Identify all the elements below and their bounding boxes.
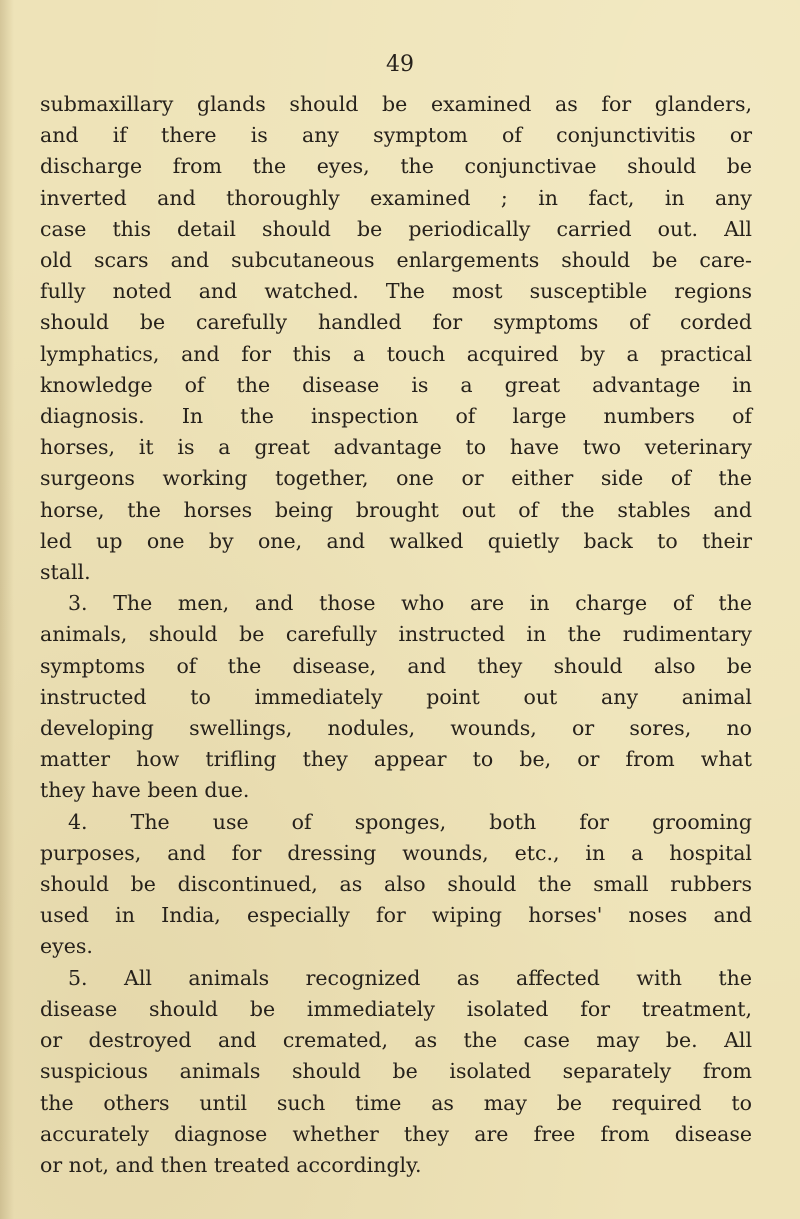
page-edge-shadow [0,0,14,1219]
text-line: inverted and thoroughly examined ; in fact, in any [40,185,752,210]
text-line: purposes, and for dressing wounds, etc., in a hospital [40,840,752,865]
text-line: knowledge of the disease is a great advantage in [40,372,752,397]
text-line: led up one by one, and walked quietly back to their [40,528,752,553]
text-line: should be discontinued, as also should the small rubbers [40,872,752,897]
text-line: should be carefully handled for symptoms of corded [40,310,752,335]
text-line: disease should be immediately isolated for treatment, [40,996,752,1021]
text-line: they have been due. [40,778,250,803]
body-text [40,89,752,1181]
text-line: used in India, especially for wiping horses' noses and [40,903,752,928]
text-line: horses, it is a great advantage to have two veterinary [40,435,752,460]
text-line: instructed to immediately point out any animal [40,684,752,709]
text-line: accurately diagnose whether they are free from disease [40,1121,752,1146]
text-line: matter how trifling they appear to be, or from what [40,747,752,772]
text-line: and if there is any symptom of conjunctivitis or [40,123,752,148]
text-line: case this detail should be periodically carried out. All [40,216,752,241]
text-line: old scars and subcutaneous enlargements should be care- [40,248,752,273]
text-line: 3. The men, and those who are in charge of the [68,591,752,616]
text-line: horse, the horses being brought out of the stables and [40,497,752,522]
text-line: diagnosis. In the inspection of large numbers of [40,404,752,429]
text-line: submaxillary glands should be examined as for glanders, [40,92,752,116]
text-line: animals, should be carefully instructed in the rudimentary [40,622,752,647]
text-line: or not, and then treated accordingly. [40,1152,422,1177]
text-line: stall. [40,560,91,585]
text-line: discharge from the eyes, the conjunctivae should be [40,154,752,179]
text-line: 4. The use of sponges, both for grooming [68,809,752,834]
text-line: fully noted and watched. The most susceptible regions [40,279,752,304]
text-line: the others until such time as may be required to [40,1090,752,1115]
text-line: developing swellings, nodules, wounds, or sores, no [40,716,752,741]
text-line: eyes. [40,934,93,959]
text-line: symptoms of the disease, and they should also be [40,653,752,678]
text-line: or destroyed and cremated, as the case may be. All [40,1028,752,1053]
page-number: 49 [386,52,414,77]
text-line: lymphatics, and for this a touch acquired by a practical [40,341,752,366]
text-line: 5. All animals recognized as affected with the [68,965,752,990]
text-line: surgeons working together, one or either side of the [40,466,752,491]
text-line: suspicious animals should be isolated separately from [40,1059,752,1084]
